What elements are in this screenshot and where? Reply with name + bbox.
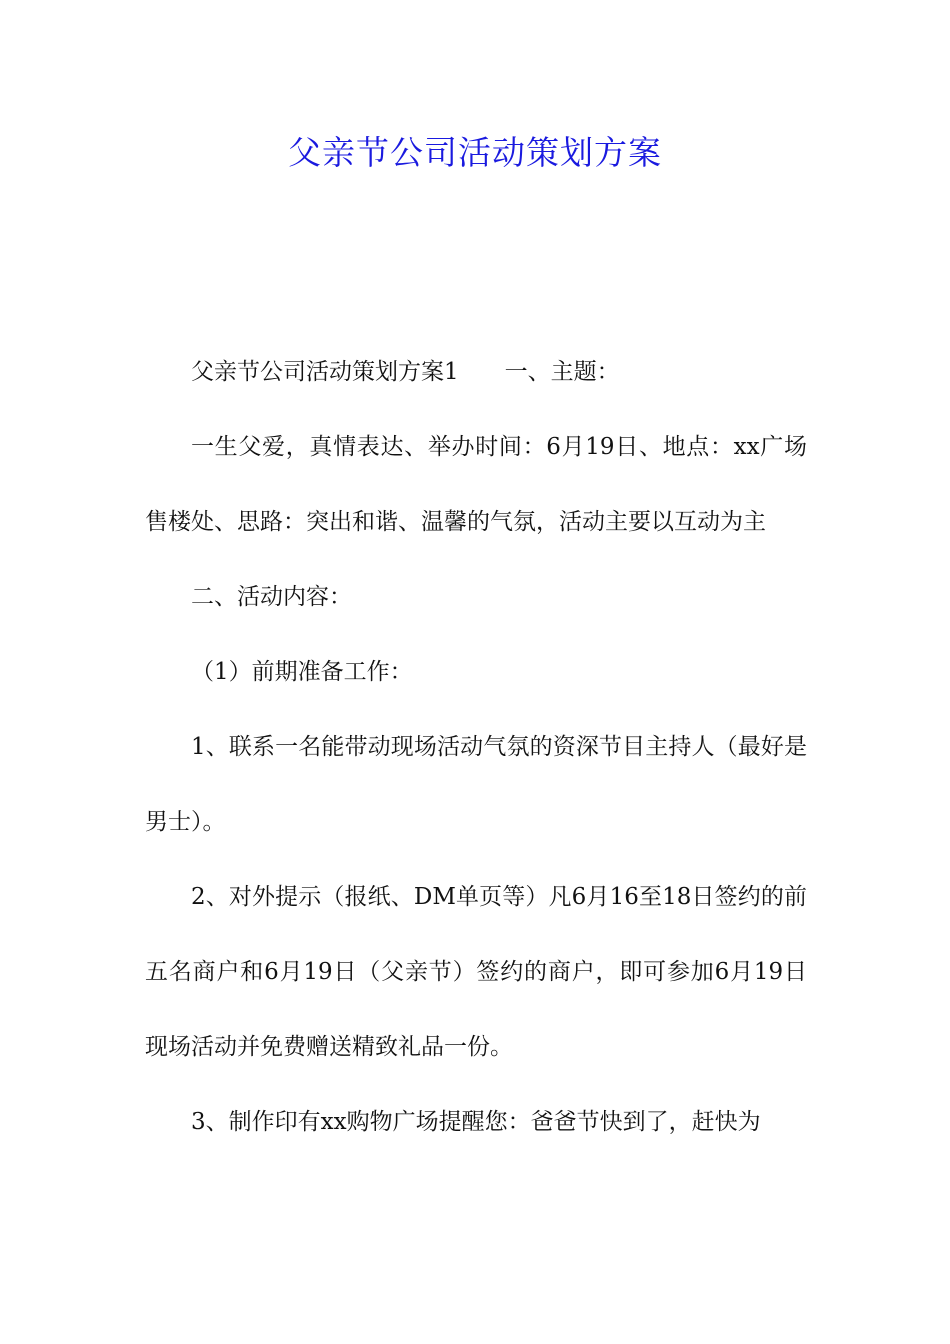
section-heading	[145, 335, 807, 410]
document-body	[145, 335, 807, 1160]
paragraph-activity-content: 二、活动内容：	[191, 584, 352, 610]
paragraph-item-2: 2、对外提示（报纸、DM单页等）凡6月16至18日签约的前五名商户和6月19日（父亲节）签约的商户，即可参加6月19日现场活动并免费赠送精致礼品一份。	[145, 884, 807, 1060]
paragraph-item-1: 1、联系一名能带动现场活动气氛的资深节目主持人（最好是男士）。	[145, 734, 807, 835]
plan-heading: 父亲节公司活动策划方案1	[191, 359, 459, 385]
document-title: 父亲节公司活动策划方案	[288, 133, 662, 172]
paragraph-preparation: （1）前期准备工作：	[191, 659, 413, 685]
theme-heading: 一、主题：	[504, 359, 620, 385]
paragraph-item-3: 3、制作印有xx购物广场提醒您：爸爸节快到了，赶快为	[191, 1109, 761, 1135]
paragraph-theme-details: 一生父爱，真情表达、举办时间：6月19日、地点：xx广场售楼处、思路：突出和谐、温馨的气氛，活动主要以互动为主	[145, 434, 807, 535]
